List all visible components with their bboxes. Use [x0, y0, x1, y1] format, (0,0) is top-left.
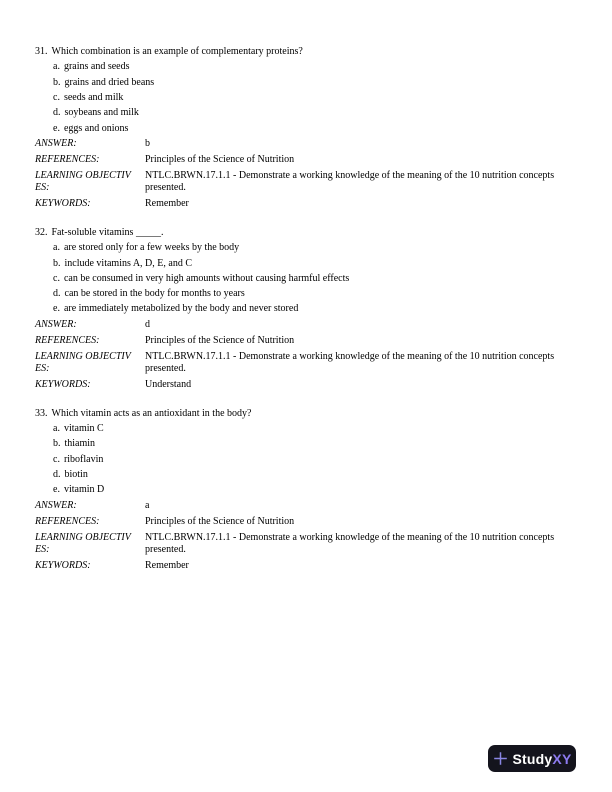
- options-list: [35, 59, 557, 135]
- question-metadata: [35, 138, 557, 211]
- question-block-31: [35, 44, 557, 211]
- options-list: [35, 421, 557, 497]
- keywords-value: Understand: [145, 379, 192, 391]
- answer-value: a: [145, 499, 150, 511]
- option-letter: a.: [53, 242, 60, 254]
- learning-objectives-value: NTLC.BRWN.17.1.1 - Demonstrate a working knowledge of the meaning of the 10 nutrition concepts presented.: [145, 169, 555, 194]
- option: [53, 105, 557, 120]
- learning-objectives-label-line2: ES:: [35, 363, 50, 375]
- question-block-32: [35, 225, 557, 392]
- option: [53, 75, 557, 90]
- option: [53, 256, 557, 271]
- learning-objectives-row: [35, 532, 557, 557]
- references-label: REFERENCES:: [35, 515, 100, 527]
- wordmark-accent: XY: [552, 750, 572, 767]
- option: [53, 421, 557, 436]
- question-metadata: [35, 319, 557, 392]
- option: [53, 482, 557, 497]
- option-letter: b.: [53, 257, 61, 269]
- question-stem: [35, 44, 557, 59]
- option-letter: d.: [53, 107, 61, 119]
- question-number: 32.: [35, 226, 48, 238]
- references-value: Principles of the Science of Nutrition: [145, 334, 295, 346]
- option: [53, 467, 557, 482]
- question-text: Fat-soluble vitamins _____.: [51, 226, 164, 238]
- keywords-label: KEYWORDS:: [35, 379, 91, 391]
- references-value: Principles of the Science of Nutrition: [145, 515, 295, 527]
- keywords-row: [35, 379, 557, 392]
- option-text: are immediately metabolized by the body and never stored: [63, 303, 299, 315]
- option-text: soybeans and milk: [64, 107, 139, 119]
- keywords-value: Remember: [145, 198, 189, 210]
- option-text: can be consumed in very high amounts without causing harmful effects: [63, 272, 350, 284]
- option-letter: c.: [53, 92, 60, 103]
- answer-value: b: [145, 137, 150, 149]
- option-letter: d.: [53, 469, 61, 481]
- options-list: [35, 240, 557, 316]
- option: [53, 271, 557, 286]
- option: [53, 121, 557, 136]
- answer-row: [35, 319, 557, 332]
- option-text: vitamin D: [63, 484, 105, 496]
- option: [53, 286, 557, 301]
- option-letter: e.: [53, 303, 60, 315]
- option: [53, 436, 557, 451]
- option-text: biotin: [64, 469, 88, 481]
- option-letter: e.: [53, 122, 60, 134]
- option-letter: d.: [53, 288, 61, 300]
- question-text: Which combination is an example of complementary proteins?: [51, 46, 303, 57]
- question-metadata: [35, 500, 557, 573]
- studyxy-wordmark: [513, 751, 572, 767]
- learning-objectives-label: [35, 351, 145, 376]
- option-letter: b.: [53, 76, 61, 88]
- option-letter: c.: [53, 453, 60, 465]
- option: [53, 90, 557, 105]
- learning-objectives-label-line2: ES:: [35, 182, 50, 194]
- keywords-label: KEYWORDS:: [35, 198, 91, 210]
- references-row: [35, 154, 557, 167]
- answer-label: ANSWER:: [35, 137, 77, 149]
- references-label: REFERENCES:: [35, 153, 100, 165]
- option-letter: b.: [53, 438, 61, 450]
- question-text: Which vitamin acts as an antioxidant in the body?: [51, 407, 252, 419]
- learning-objectives-label-line2: ES:: [35, 544, 50, 556]
- question-stem: [35, 225, 557, 240]
- question-block-33: [35, 406, 557, 573]
- option: [53, 59, 557, 74]
- answer-row: [35, 138, 557, 151]
- studyxy-logo-badge: [488, 745, 576, 772]
- learning-objectives-label: [35, 532, 145, 557]
- keywords-label: KEYWORDS:: [35, 560, 91, 572]
- answer-label: ANSWER:: [35, 499, 77, 511]
- option-text: include vitamins A, D, E, and C: [64, 257, 192, 269]
- option-text: seeds and milk: [63, 92, 124, 103]
- answer-value: d: [145, 318, 150, 330]
- option-text: are stored only for a few weeks by the body: [63, 242, 240, 254]
- learning-objectives-label-line1: LEARNING OBJECTIV: [35, 531, 131, 543]
- document-page: [35, 44, 557, 587]
- option-letter: c.: [53, 272, 60, 284]
- references-row: [35, 516, 557, 529]
- answer-row: [35, 500, 557, 513]
- question-number: 31.: [35, 46, 48, 57]
- option-letter: e.: [53, 484, 60, 496]
- learning-objectives-value: NTLC.BRWN.17.1.1 - Demonstrate a working knowledge of the meaning of the 10 nutrition concepts presented.: [145, 531, 555, 556]
- references-row: [35, 335, 557, 348]
- option-text: vitamin C: [63, 423, 104, 435]
- learning-objectives-value: NTLC.BRWN.17.1.1 - Demonstrate a working knowledge of the meaning of the 10 nutrition concepts presented.: [145, 350, 555, 375]
- learning-objectives-label-line1: LEARNING OBJECTIV: [35, 169, 131, 181]
- wordmark-primary: Study: [512, 750, 553, 767]
- keywords-row: [35, 198, 557, 211]
- option-text: eggs and onions: [63, 122, 129, 134]
- plus-icon: [493, 751, 508, 766]
- learning-objectives-row: [35, 170, 557, 195]
- learning-objectives-label: [35, 170, 145, 195]
- learning-objectives-label-line1: LEARNING OBJECTIV: [35, 350, 131, 362]
- option-text: thiamin: [64, 438, 96, 450]
- keywords-value: Remember: [145, 560, 189, 572]
- option: [53, 240, 557, 255]
- option: [53, 452, 557, 467]
- references-label: REFERENCES:: [35, 334, 100, 346]
- option-text: grains and dried beans: [64, 76, 155, 88]
- option: [53, 301, 557, 316]
- option-letter: a.: [53, 61, 60, 73]
- keywords-row: [35, 560, 557, 573]
- learning-objectives-row: [35, 351, 557, 376]
- references-value: Principles of the Science of Nutrition: [145, 153, 295, 165]
- option-text: riboflavin: [63, 453, 104, 465]
- answer-label: ANSWER:: [35, 318, 77, 330]
- option-text: grains and seeds: [63, 61, 130, 73]
- option-letter: a.: [53, 423, 60, 435]
- option-text: can be stored in the body for months to years: [64, 288, 245, 300]
- question-number: 33.: [35, 407, 48, 419]
- question-stem: [35, 406, 557, 421]
